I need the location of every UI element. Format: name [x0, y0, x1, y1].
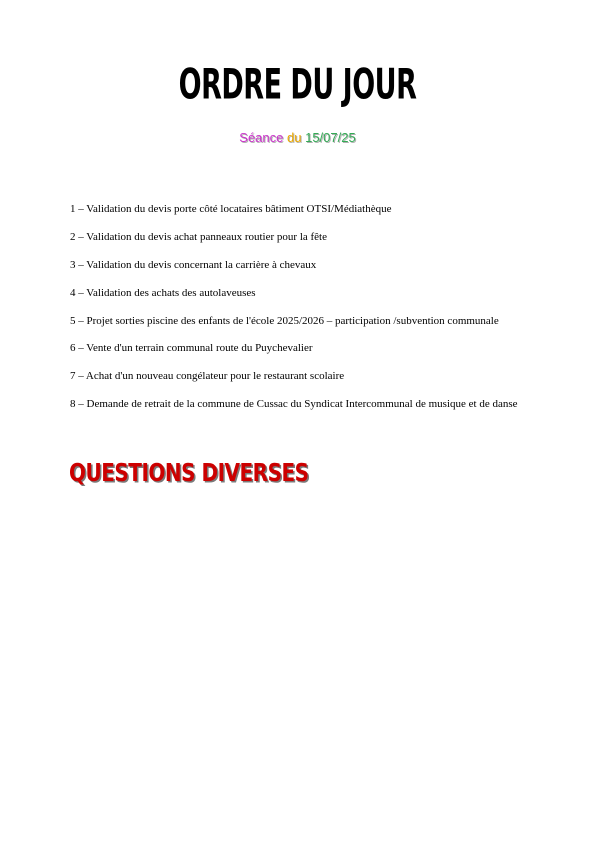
agenda-item-5: 5 – Projet sorties piscine des enfants de l'école 2025/2026 – participation /subvention communale [70, 315, 499, 327]
session-label: Séance [239, 130, 284, 145]
agenda-item-6: 6 – Vente d'un terrain communal route du Puychevalier [70, 342, 313, 354]
agenda-item-8: 8 – Demande de retrait de la commune de Cussac du Syndicat Intercommunal de musique et de danse [70, 398, 518, 410]
document-title-block [0, 61, 595, 110]
questions-diverses-heading: QUESTIONS DIVERSES [69, 457, 309, 487]
agenda-list [70, 203, 530, 411]
agenda-item-2: 2 – Validation du devis achat panneaux routier pour la fête [70, 231, 327, 243]
agenda-item-3: 3 – Validation du devis concernant la carrière à chevaux [70, 259, 317, 271]
session-line [0, 130, 595, 145]
document-title: ORDRE DU JOUR [178, 61, 417, 110]
session-du: du [287, 130, 302, 145]
session-date: 15/07/25 [305, 130, 356, 145]
agenda-item-7: 7 – Achat d'un nouveau congélateur pour le restaurant scolaire [70, 370, 345, 382]
agenda-item-1: 1 – Validation du devis porte côté locataires bâtiment OTSI/Médiathèque [70, 203, 392, 215]
agenda-item-4: 4 – Validation des achats des autolaveuses [70, 287, 256, 299]
